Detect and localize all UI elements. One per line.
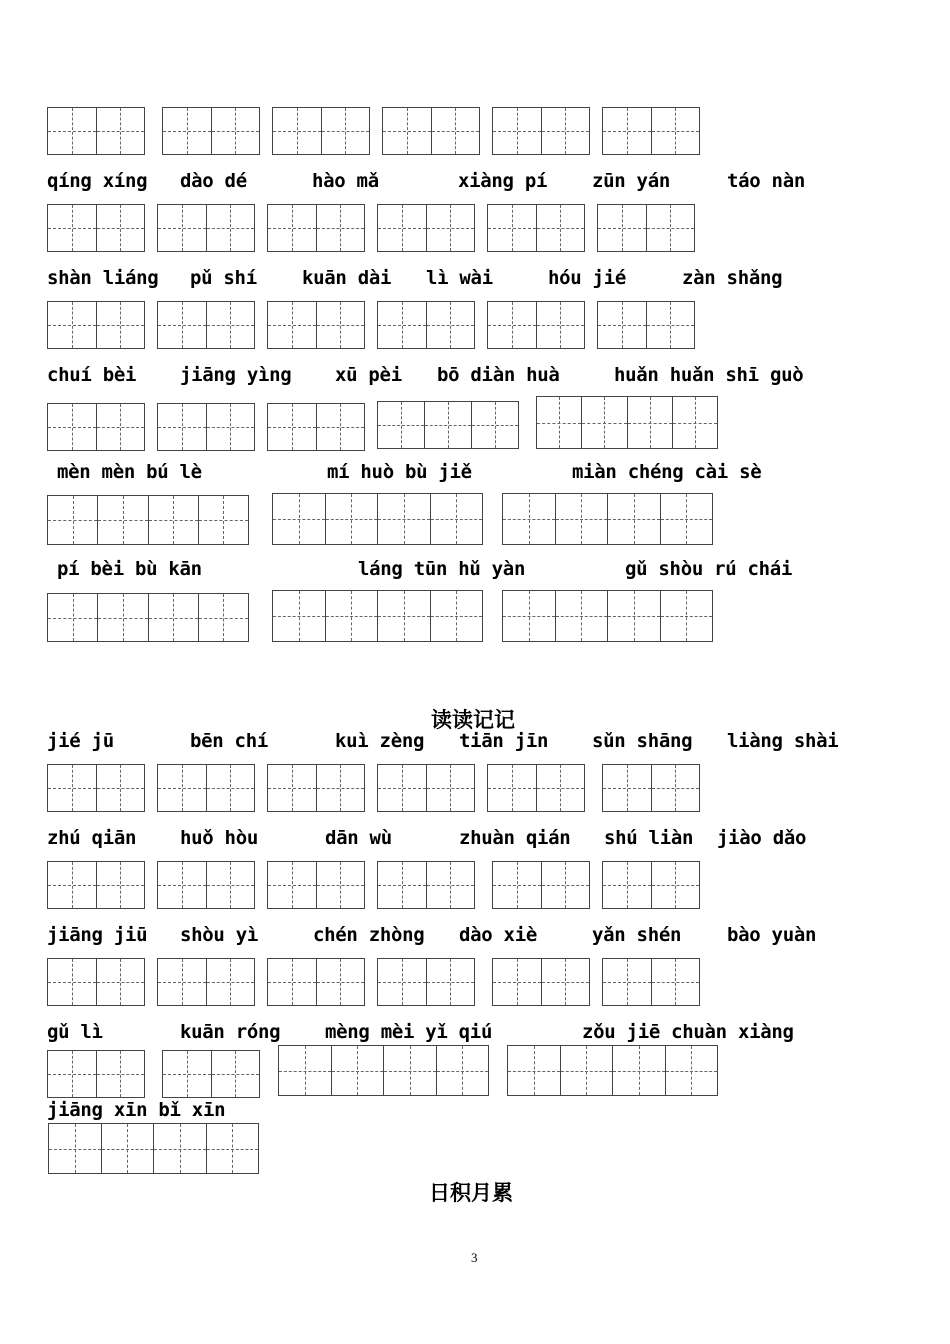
pinyin-word: dào xiè [459, 924, 537, 946]
character-cell [537, 397, 581, 448]
character-cell [378, 402, 424, 448]
character-cell [503, 494, 555, 544]
character-cell [383, 1046, 436, 1095]
section-heading: 读读记记 [431, 707, 515, 732]
character-cell [316, 404, 365, 450]
character-cell [163, 1051, 211, 1097]
character-box [47, 1050, 145, 1098]
character-box [492, 958, 590, 1006]
pinyin-word: kuān dài [302, 267, 392, 289]
character-cell [603, 959, 651, 1005]
character-cell [48, 404, 96, 450]
character-box [47, 958, 145, 1006]
character-cell [97, 594, 147, 641]
character-cell [378, 302, 426, 348]
pinyin-word: mí huò bù jiě [327, 461, 472, 483]
character-cell [541, 108, 590, 154]
pinyin-word: shòu yì [180, 924, 258, 946]
character-cell [153, 1124, 206, 1173]
character-cell [48, 862, 96, 908]
character-cell [321, 108, 370, 154]
character-box [47, 764, 145, 812]
character-cell [560, 1046, 613, 1095]
pinyin-word: jiāng yìng [180, 364, 292, 386]
character-cell [426, 862, 475, 908]
character-cell [316, 862, 365, 908]
character-cell [49, 1124, 101, 1173]
character-cell [603, 765, 651, 811]
character-cell [206, 959, 255, 1005]
pinyin-word: hào mǎ [312, 170, 379, 192]
character-cell [331, 1046, 384, 1095]
character-cell [651, 765, 700, 811]
character-cell [268, 765, 316, 811]
character-cell [325, 591, 378, 641]
pinyin-word: zūn yán [592, 170, 670, 192]
character-box [597, 301, 695, 349]
character-cell [436, 1046, 489, 1095]
character-cell [426, 205, 475, 251]
character-cell [48, 302, 96, 348]
character-cell [607, 591, 660, 641]
pinyin-word: táo nàn [727, 170, 805, 192]
character-cell [163, 108, 211, 154]
character-box [47, 403, 145, 451]
character-cell [101, 1124, 154, 1173]
page-number: 3 [471, 1250, 478, 1265]
character-cell [158, 205, 206, 251]
character-cell [48, 594, 97, 641]
character-box [487, 204, 585, 252]
character-cell [378, 959, 426, 1005]
character-cell [378, 765, 426, 811]
character-box [272, 107, 370, 155]
character-cell [383, 108, 431, 154]
character-cell [96, 108, 145, 154]
character-cell [148, 496, 198, 544]
character-cell [536, 205, 585, 251]
character-cell [581, 397, 626, 448]
section-heading: 日积月累 [429, 1180, 513, 1205]
character-cell [646, 205, 695, 251]
character-cell [273, 591, 325, 641]
character-cell [471, 402, 518, 448]
pinyin-word: jiāng xīn bǐ xīn [47, 1099, 226, 1121]
character-cell [424, 402, 471, 448]
pinyin-word: lì wài [426, 267, 493, 289]
character-cell [598, 205, 646, 251]
character-box [267, 764, 365, 812]
pinyin-word: zhuàn qián [459, 827, 571, 849]
character-cell [426, 959, 475, 1005]
pinyin-word: chén zhòng [313, 924, 425, 946]
character-box [47, 861, 145, 909]
character-box [377, 861, 475, 909]
pinyin-word: jiāng jiū [47, 924, 148, 946]
character-cell [430, 494, 483, 544]
character-cell [316, 302, 365, 348]
character-cell [48, 1051, 96, 1097]
pinyin-word: mèng mèi yǐ qiú [325, 1021, 493, 1043]
character-box [47, 204, 145, 252]
character-box [502, 493, 713, 545]
character-box [48, 1123, 259, 1174]
pinyin-word: xiàng pí [458, 170, 548, 192]
pinyin-word: yǎn shén [592, 924, 682, 946]
character-cell [279, 1046, 331, 1095]
character-box [267, 301, 365, 349]
pinyin-word: bēn chí [190, 730, 268, 752]
character-box [377, 301, 475, 349]
character-cell [651, 959, 700, 1005]
character-cell [378, 205, 426, 251]
pinyin-word: xū pèi [335, 364, 402, 386]
character-box [536, 396, 718, 449]
character-cell [268, 959, 316, 1005]
pinyin-word: gǔ shòu rú chái [625, 558, 793, 580]
character-cell [316, 205, 365, 251]
character-cell [158, 302, 206, 348]
pinyin-word: miàn chéng cài sè [572, 461, 762, 483]
character-box [157, 301, 255, 349]
character-cell [211, 108, 260, 154]
pinyin-word: zhú qiān [47, 827, 137, 849]
pinyin-word: jié jū [47, 730, 114, 752]
character-box [157, 861, 255, 909]
character-box [47, 495, 249, 545]
character-cell [316, 959, 365, 1005]
character-cell [493, 108, 541, 154]
character-box [377, 204, 475, 252]
character-cell [488, 765, 536, 811]
character-cell [96, 959, 145, 1005]
character-box [278, 1045, 489, 1096]
character-cell [612, 1046, 665, 1095]
character-box [157, 403, 255, 451]
pinyin-word: pí bèi bù kān [57, 558, 202, 580]
character-cell [206, 862, 255, 908]
character-cell [660, 591, 713, 641]
pinyin-word: jiào dǎo [717, 827, 807, 849]
character-cell [268, 302, 316, 348]
character-cell [206, 205, 255, 251]
pinyin-word: dān wù [325, 827, 392, 849]
character-cell [665, 1046, 718, 1095]
character-cell [603, 108, 651, 154]
character-cell [627, 397, 672, 448]
pinyin-word: bào yuàn [727, 924, 817, 946]
character-cell [430, 591, 483, 641]
pinyin-word: shú liàn [604, 827, 694, 849]
character-cell [598, 302, 646, 348]
pinyin-word: dào dé [180, 170, 247, 192]
pinyin-word: bō diàn huà [437, 364, 560, 386]
character-cell [48, 765, 96, 811]
character-cell [555, 494, 608, 544]
character-box [602, 107, 700, 155]
character-box [157, 204, 255, 252]
character-box [162, 1050, 260, 1098]
pinyin-word: huǒ hòu [180, 827, 258, 849]
character-box [47, 301, 145, 349]
character-cell [206, 765, 255, 811]
pinyin-word: sǔn shāng [592, 730, 693, 752]
character-cell [158, 765, 206, 811]
character-box [377, 958, 475, 1006]
character-cell [536, 302, 585, 348]
character-box [487, 764, 585, 812]
pinyin-word: gǔ lì [47, 1021, 103, 1043]
character-cell [206, 404, 255, 450]
character-cell [158, 862, 206, 908]
character-cell [198, 496, 248, 544]
character-cell [206, 302, 255, 348]
character-cell [96, 404, 145, 450]
character-cell [651, 108, 700, 154]
character-cell [377, 591, 430, 641]
character-box [507, 1045, 718, 1096]
character-cell [268, 404, 316, 450]
character-cell [48, 205, 96, 251]
character-box [597, 204, 695, 252]
character-cell [541, 862, 590, 908]
pinyin-word: shàn liáng [47, 267, 159, 289]
character-cell [48, 959, 96, 1005]
character-cell [431, 108, 480, 154]
character-cell [508, 1046, 560, 1095]
character-cell [316, 765, 365, 811]
character-cell [96, 302, 145, 348]
character-box [47, 107, 145, 155]
character-box [487, 301, 585, 349]
character-box [267, 958, 365, 1006]
character-box [272, 493, 483, 545]
character-box [272, 590, 483, 642]
character-cell [273, 108, 321, 154]
character-cell [158, 959, 206, 1005]
character-cell [488, 205, 536, 251]
pinyin-word: liàng shài [727, 730, 839, 752]
pinyin-word: zǒu jiē chuàn xiàng [582, 1021, 794, 1043]
character-box [162, 107, 260, 155]
character-cell [158, 404, 206, 450]
character-cell [325, 494, 378, 544]
character-box [157, 958, 255, 1006]
character-box [602, 764, 700, 812]
pinyin-word: qíng xíng [47, 170, 148, 192]
character-box [267, 204, 365, 252]
character-cell [651, 862, 700, 908]
character-box [47, 593, 249, 642]
pinyin-word: chuí bèi [47, 364, 137, 386]
pinyin-word: pǔ shí [190, 267, 257, 289]
pinyin-word: hóu jié [548, 267, 626, 289]
character-box [267, 861, 365, 909]
character-cell [96, 862, 145, 908]
character-cell [273, 494, 325, 544]
character-cell [268, 862, 316, 908]
character-box [157, 764, 255, 812]
character-cell [488, 302, 536, 348]
pinyin-word: huǎn huǎn shī guò [614, 364, 804, 386]
character-cell [607, 494, 660, 544]
character-cell [96, 1051, 145, 1097]
character-cell [541, 959, 590, 1005]
character-cell [198, 594, 248, 641]
character-box [602, 861, 700, 909]
pinyin-word: kuān róng [180, 1021, 281, 1043]
character-cell [378, 862, 426, 908]
pinyin-word: kuì zèng [335, 730, 425, 752]
character-box [382, 107, 480, 155]
character-cell [97, 496, 147, 544]
character-box [377, 764, 475, 812]
character-cell [603, 862, 651, 908]
character-box [602, 958, 700, 1006]
pinyin-word: mèn mèn bú lè [57, 461, 202, 483]
character-cell [426, 765, 475, 811]
character-cell [493, 862, 541, 908]
character-cell [646, 302, 695, 348]
character-box [377, 401, 519, 449]
character-cell [426, 302, 475, 348]
character-cell [211, 1051, 260, 1097]
character-cell [148, 594, 198, 641]
character-cell [503, 591, 555, 641]
pinyin-word: tiān jīn [459, 730, 549, 752]
pinyin-word: láng tūn hǔ yàn [358, 558, 526, 580]
character-box [492, 861, 590, 909]
pinyin-word: zàn shǎng [682, 267, 783, 289]
character-cell [96, 765, 145, 811]
character-cell [377, 494, 430, 544]
character-box [502, 590, 713, 642]
character-cell [48, 496, 97, 544]
character-cell [672, 397, 717, 448]
character-cell [555, 591, 608, 641]
character-cell [48, 108, 96, 154]
character-cell [660, 494, 713, 544]
character-cell [493, 959, 541, 1005]
character-cell [536, 765, 585, 811]
character-cell [268, 205, 316, 251]
character-cell [206, 1124, 259, 1173]
character-cell [96, 205, 145, 251]
character-box [267, 403, 365, 451]
character-box [492, 107, 590, 155]
